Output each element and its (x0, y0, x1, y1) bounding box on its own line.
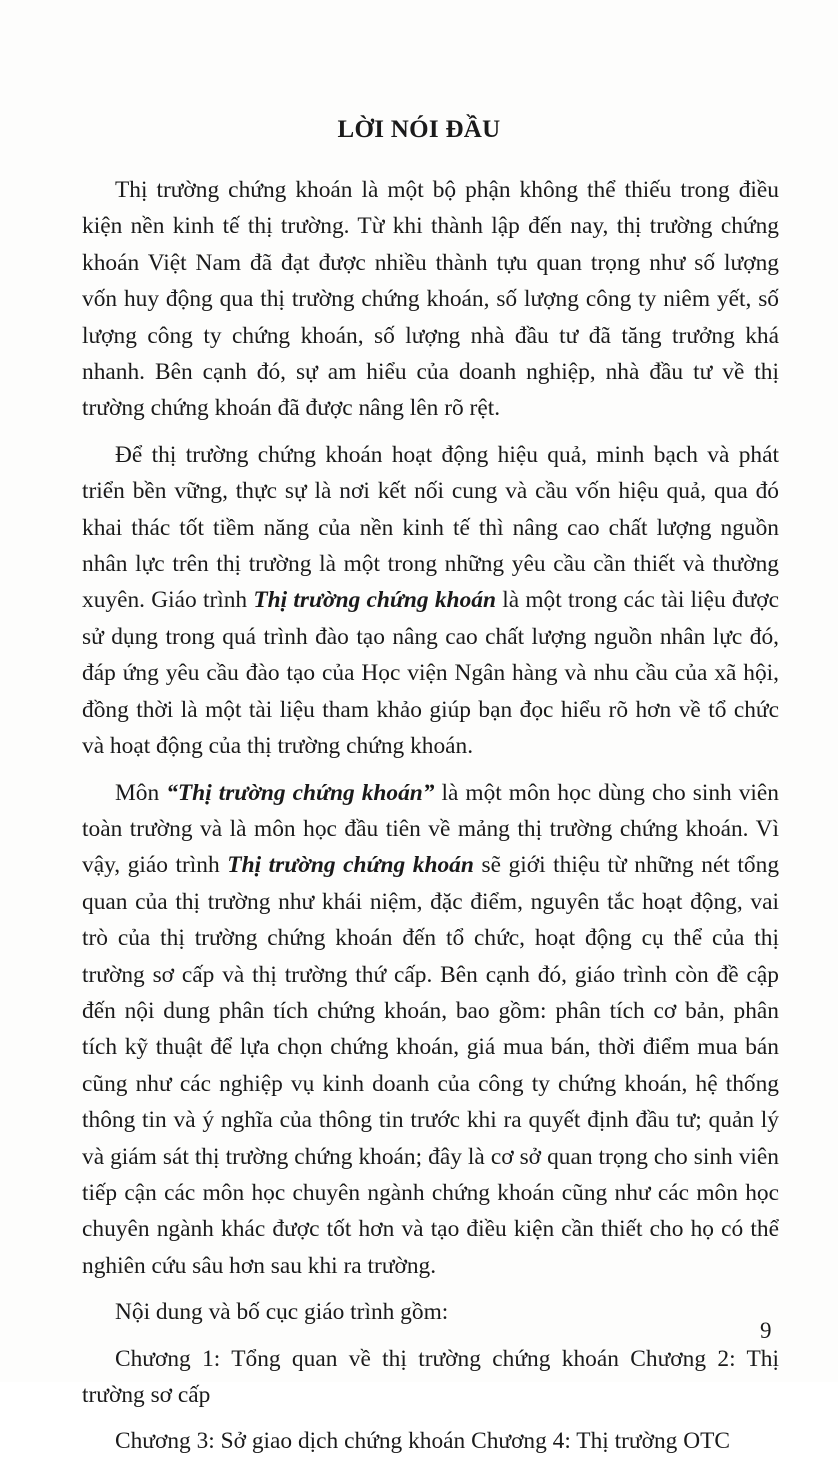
paragraph-text: sẽ giới thiệu từ những nét tổng quan của thị trường như khái niệm, đặc điểm, nguyên tắc hoạt động, vai trò của thị trường chứng khoán đến tổ chức, hoạt động cụ thể của thị trường sơ cấp và thị trường thứ cấp. Bên cạnh đó, giáo trình còn đề cập đến nội dung phân tích chứng khoán, bao gồm: phân tích cơ bản, phân tích kỹ thuật để lựa chọn chứng khoán, giá mua bán, thời điểm mua bán cũng như các nghiệp vụ kinh doanh của công ty chứng khoán, hệ thống thông tin và ý nghĩa của thông tin trước khi ra quyết định đầu tư; quản lý và giám sát thị trường chứng khoán; đây là cơ sở quan trọng cho sinh viên tiếp cận các môn học chuyên ngành chứng khoán cũng như các môn học chuyên ngành khác được tốt hơn và tạo điều kiện cần thiết cho họ có thể nghiên cứu sâu hơn sau khi ra trường. (82, 852, 780, 1279)
book-title-emphasis: Thị trường chứng khoán (227, 852, 474, 879)
page-number: 9 (760, 1318, 772, 1343)
paragraph-text: là một môn học dùng cho sinh viên toàn trường và là môn học đầu tiên về mảng thị trường chứng khoán. Vì vậy, giáo trình (82, 779, 779, 879)
paragraph-intro (82, 172, 779, 427)
paragraph-purpose (82, 437, 779, 765)
paragraph-text: Chương 1: Tổng quan về thị trường chứng khoán Chương 2: Thị trường sơ cấp (82, 1345, 779, 1408)
paragraph-text: Nội dung và bố cục giáo trình gồm: (115, 1299, 449, 1326)
page-title: LỜI NÓI ĐẦU (337, 116, 501, 143)
paragraph-text: là một trong các tài liệu được sử dụng trong quá trình đào tạo nâng cao chất lượng nguồn nhân lực đó, đáp ứng yêu cầu đào tạo của Học viện Ngân hàng và nhu cầu của xã hội, đồng thời là một tài liệu tham khảo giúp bạn đọc hiểu rõ hơn về tổ chức và hoạt động của thị trường chứng khoán. (82, 587, 779, 760)
paragraph-course (82, 775, 779, 1285)
course-title-emphasis: “Thị trường chứng khoán” (166, 779, 435, 806)
page-body (82, 172, 779, 1470)
paragraph-text: Chương 3: Sở giao dịch chứng khoán Chương 4: Thị trường OTC (115, 1428, 730, 1455)
paragraph-text: Để thị trường chứng khoán hoạt động hiệu quả, minh bạch và phát triển bền vững, thực sự là nơi kết nối cung và cầu vốn hiệu quả, qua đó khai thác tốt tiềm năng của nền kinh tế thì nâng cao chất lượng nguồn nhân lực trên thị trường là một trong những yêu cầu cần thiết và thường xuyên. Giáo trình (82, 441, 779, 614)
chapter-list-line (82, 1423, 779, 1459)
paragraph-contents-intro (82, 1294, 779, 1330)
paragraph-text: Môn (115, 779, 167, 806)
chapter-list-line (82, 1341, 779, 1414)
paragraph-text: Thị trường chứng khoán là một bộ phận không thể thiếu trong điều kiện nền kinh tế thị trường. Từ khi thành lập đến nay, thị trường chứng khoán Việt Nam đã đạt được nhiều thành tựu quan trọng như số lượng vốn huy động qua thị trường chứng khoán, số lượng công ty niêm yết, số lượng công ty chứng khoán, số lượng nhà đầu tư đã tăng trưởng khá nhanh. Bên cạnh đó, sự am hiểu của doanh nghiệp, nhà đầu tư về thị trường chứng khoán đã được nâng lên rõ rệt. (82, 177, 779, 422)
book-title-emphasis: Thị trường chứng khoán (253, 587, 496, 614)
